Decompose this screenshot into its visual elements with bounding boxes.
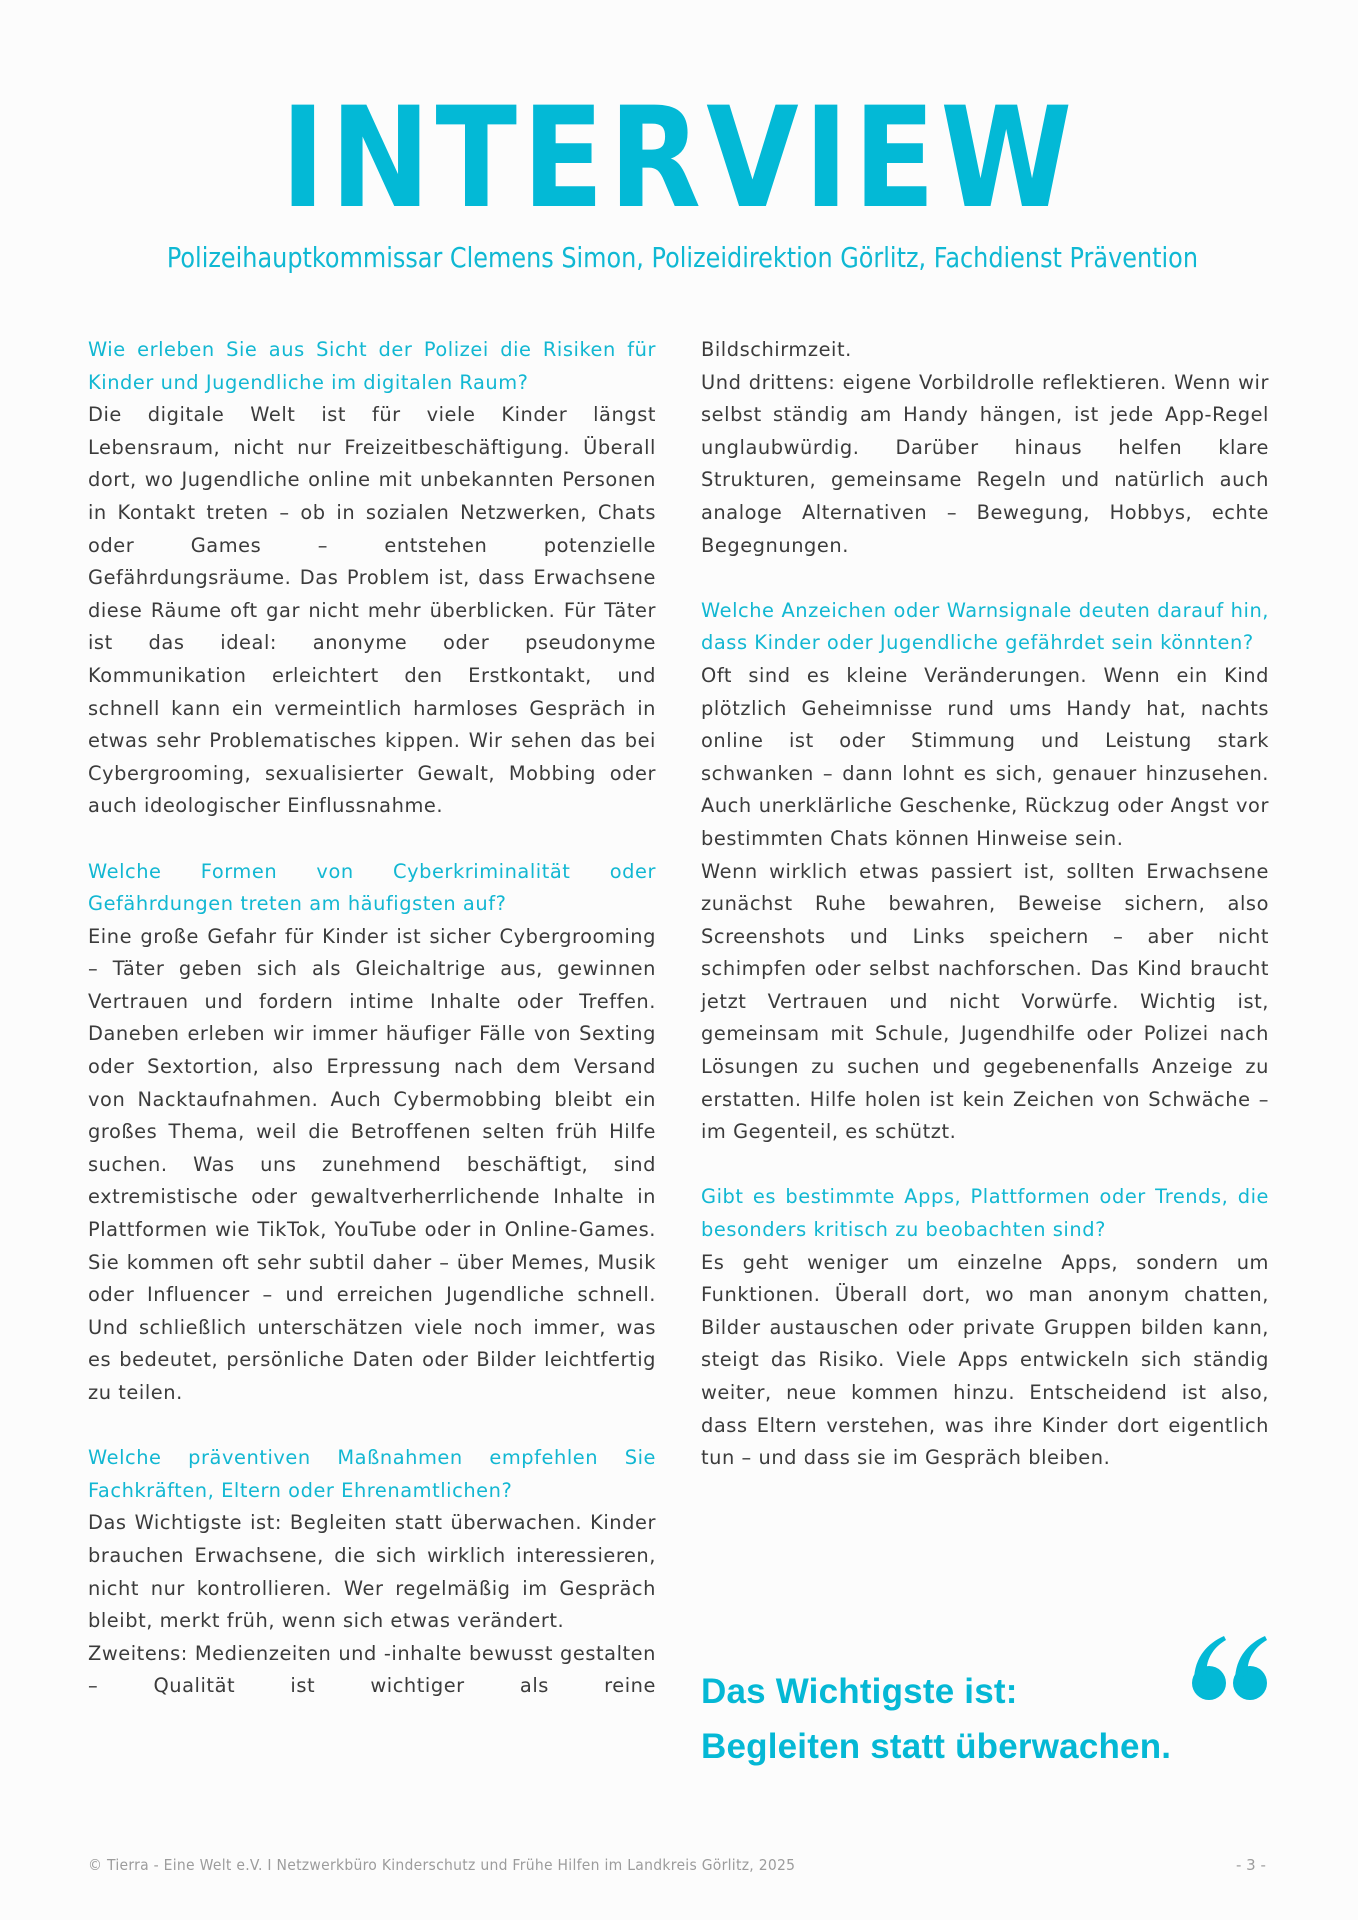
left-column bbox=[88, 334, 656, 1703]
answer-3-paragraph-2-end: Bildschirmzeit. bbox=[701, 338, 852, 361]
quote-icon bbox=[1190, 1634, 1270, 1704]
answer-3-paragraph-1: Das Wichtigste ist: Begleiten statt überwachen. Kinder brauchen Erwachsene, die sich wirklich interessieren, nicht nur kontrollieren. Wer regelmäßig im Gespräch bleibt, merkt früh, wenn sich etwas verändert. bbox=[88, 1511, 656, 1633]
page-title: INTERVIEW bbox=[280, 77, 1078, 239]
question-4: Welche Anzeichen oder Warnsignale deuten darauf hin, dass Kinder oder Jugendliche gefährdet sein könnten? bbox=[701, 598, 1269, 655]
right-column bbox=[701, 334, 1269, 1475]
answer-4-paragraph-1: Oft sind es kleine Veränderungen. Wenn ein Kind plötzlich Geheimnisse rund ums Handy hat, nachts online ist oder Stimmung und Leistung stark schwanken – dann lohnt es sich, genauer hinzusehen. Auch unerklärliche Geschenke, Rückzug oder Angst vor bestimmten Chats können Hinweise sein. bbox=[701, 663, 1269, 850]
question-3: Welche präventiven Maßnahmen empfehlen Sie Fachkräften, Eltern oder Ehrenamtlichen? bbox=[88, 1446, 656, 1502]
question-2: Welche Formen von Cyberkriminalität oder Gefährdungen treten am häufigsten auf? bbox=[88, 859, 656, 916]
spacer bbox=[701, 1149, 1269, 1182]
answer-5: Es geht weniger um einzelne Apps, sondern um Funktionen. Überall dort, wo man anonym chatten, Bilder austauschen oder private Gruppen bilden kann, steigt das Risiko. Viele Apps entwickeln sich ständig weiter, neue kommen hinzu. Entscheidend ist also, dass Eltern verstehen, was ihre Kinder dort eigentlich tun – und dass sie im Gespräch bleiben. bbox=[701, 1250, 1269, 1470]
pull-quote-line-1: Das Wichtigste ist: bbox=[701, 1672, 1018, 1711]
question-5: Gibt es bestimmte Apps, Plattformen oder Trends, die besonders kritisch zu beobachten sind? bbox=[701, 1185, 1269, 1242]
pull-quote-line-2: Begleiten statt überwachen. bbox=[701, 1727, 1172, 1766]
pull-quote bbox=[701, 1664, 1261, 1774]
interviewee-subtitle: Polizeihauptkommissar Clemens Simon, Polizeidirektion Görlitz, Fachdienst Prävention bbox=[166, 241, 1199, 274]
answer-4-paragraph-2: Wenn wirklich etwas passiert ist, sollten Erwachsene zunächst Ruhe bewahren, Beweise sichern, also Screenshots und Links speichern – aber nicht schimpfen oder selbst nachforschen. Das Kind braucht jetzt Vertrauen und nicht Vorwürfe. Wichtig ist, gemeinsam mit Schule, Jugendhilfe oder Polizei nach Lösungen zu suchen und gegebenenfalls Anzeige zu erstatten. Hilfe holen ist kein Zeichen von Schwäche – im Gegenteil, es schützt. bbox=[701, 859, 1269, 1144]
spacer bbox=[88, 1410, 656, 1443]
answer-1: Die digitale Welt ist für viele Kinder längst Lebensraum, nicht nur Freizeitbeschäftigung. Überall dort, wo Jugendliche online mit unbekannten Personen in Kontakt treten – ob in sozialen Netzwerken, Chats oder Games – entstehen potenzielle Gefährdungsräume. Das Problem ist, dass Erwachsene diese Räume oft gar nicht mehr überblicken. Für Täter ist das ideal: anonyme oder pseudonyme Kommunikation erleichtert den Erstkontakt, und schnell kann ein vermeintlich harmloses Gespräch in etwas sehr Problematisches kippen. Wir sehen das bei Cybergrooming, sexualisierter Gewalt, Mobbing oder auch ideologischer Einflussnahme. bbox=[88, 403, 656, 818]
footer-copyright: © Tierra - Eine Welt e.V. I Netzwerkbüro Kinderschutz und Frühe Hilfen im Landkreis Görlitz, 2025 bbox=[88, 1856, 796, 1874]
answer-2: Eine große Gefahr für Kinder ist sicher Cybergrooming – Täter geben sich als Gleichaltrige aus, gewinnen Vertrauen und fordern intime Inhalte oder Treffen. Daneben erleben wir immer häufiger Fälle von Sexting oder Sextortion, also Erpressung nach dem Versand von Nacktaufnahmen. Auch Cybermobbing bleibt ein großes Thema, weil die Betroffenen selten früh Hilfe suchen. Was uns zunehmend beschäftigt, sind extremistische oder gewaltverherrlichende Inhalte in Plattformen wie TikTok, YouTube oder in Online-Games. Sie kommen oft sehr subtil daher – über Memes, Musik oder Influencer – und erreichen Jugendliche schnell. Und schließlich unterschätzen viele noch immer, was es bedeutet, persönliche Daten oder Bilder leichtfertig zu teilen. bbox=[88, 924, 656, 1404]
answer-3-paragraph-2-start: Zweitens: Medienzeiten und -inhalte bewusst gestalten – Qualität ist wichtiger als reine bbox=[88, 1641, 656, 1698]
page-number: - 3 - bbox=[1236, 1856, 1266, 1874]
spacer bbox=[88, 823, 656, 856]
question-1: Wie erleben Sie aus Sicht der Polizei die Risiken für Kinder und Jugendliche im digitalen Raum? bbox=[88, 338, 656, 394]
answer-3-paragraph-3: Und drittens: eigene Vorbildrolle reflektieren. Wenn wir selbst ständig am Handy hängen, ist jede App-Regel unglaubwürdig. Darüber hinaus helfen klare Strukturen, gemeinsame Regeln und natürlich auch analoge Alternativen – Bewegung, Hobbys, echte Begegnungen. bbox=[701, 370, 1269, 557]
spacer bbox=[701, 562, 1269, 595]
